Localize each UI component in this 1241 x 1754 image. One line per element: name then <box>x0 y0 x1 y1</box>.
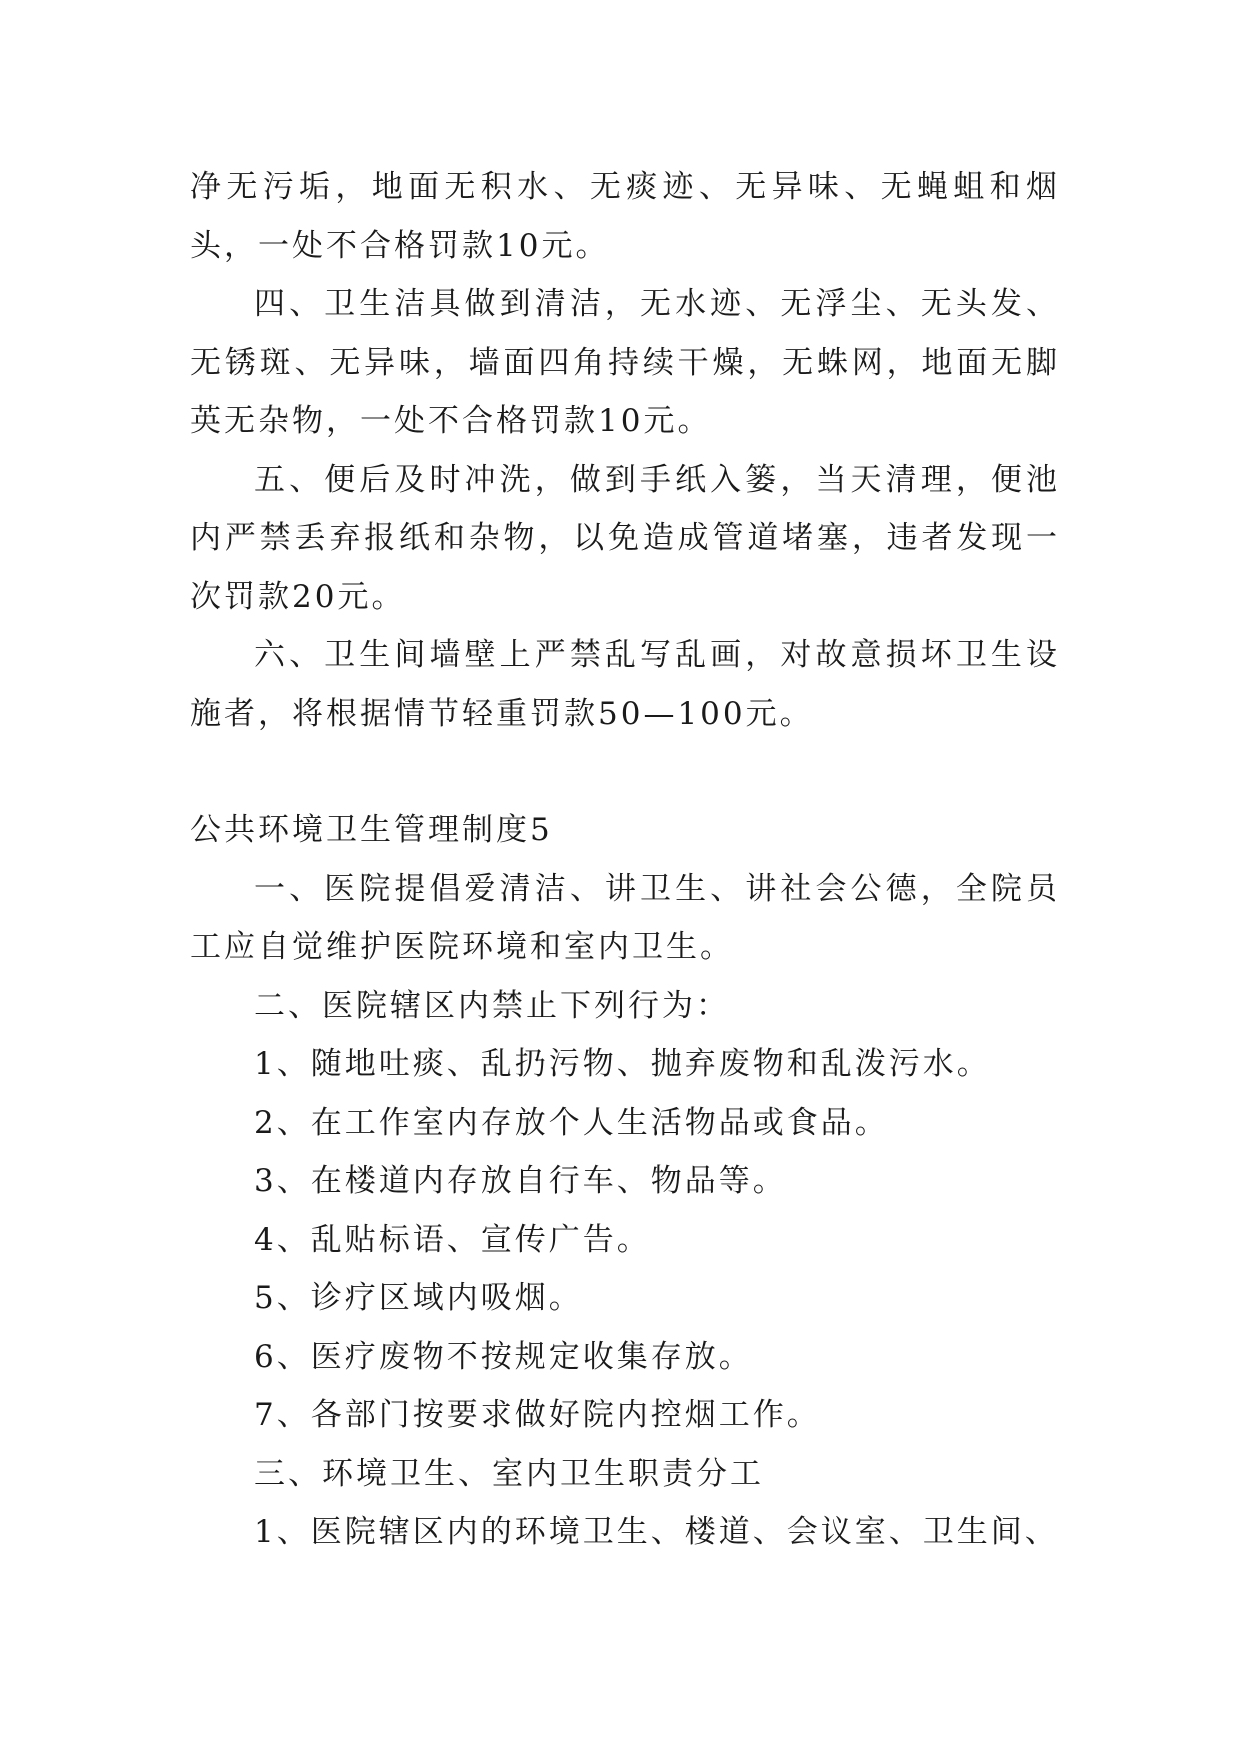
list-item-5: 5、诊疗区域内吸烟。 <box>254 1280 583 1316</box>
document-body <box>190 158 1060 1562</box>
paragraph-item-5: 五、便后及时冲洗，做到手纸入篓，当天清理，便池内严禁丢弃报纸和杂物，以免造成管道堵塞，违者发现一次罚款20元。 <box>190 461 1060 615</box>
list-item-4: 4、乱贴标语、宣传广告。 <box>254 1221 651 1258</box>
list-item-1: 1、随地吐痰、乱扔污物、抛弃废物和乱泼污水。 <box>254 1046 991 1082</box>
sub-item-1: 1、医院辖区内的环境卫生、楼道、会议室、卫生间、 <box>254 1514 1059 1550</box>
paragraph-item-6: 六、卫生间墙壁上严禁乱写乱画，对故意损坏卫生设施者，将根据情节轻重罚款50—100元。 <box>190 637 1060 732</box>
paragraph-continued: 净无污垢，地面无积水、无痰迹、无异味、无蝇蛆和烟头，一处不合格罚款10元。 <box>190 169 1060 264</box>
section-title: 公共环境卫生管理制度5 <box>190 812 553 848</box>
paragraph-article-2: 二、医院辖区内禁止下列行为： <box>254 987 730 1024</box>
list-item-7: 7、各部门按要求做好院内控烟工作。 <box>254 1397 821 1433</box>
list-item-2: 2、在工作室内存放个人生活物品或食品。 <box>254 1104 889 1141</box>
paragraph-article-1: 一、医院提倡爱清洁、讲卫生、讲社会公德，全院员工应自觉维护医院环境和室内卫生。 <box>190 870 1060 965</box>
paragraph-article-3: 三、环境卫生、室内卫生职责分工 <box>254 1455 764 1492</box>
paragraph-item-4: 四、卫生洁具做到清洁，无水迹、无浮尘、无头发、无锈斑、无异味，墙面四角持续干燥，无蛛网，地面无脚英无杂物，一处不合格罚款10元。 <box>190 286 1060 439</box>
list-item-6: 6、医疗废物不按规定收集存放。 <box>254 1338 753 1375</box>
list-item-3: 3、在楼道内存放自行车、物品等。 <box>254 1163 787 1199</box>
